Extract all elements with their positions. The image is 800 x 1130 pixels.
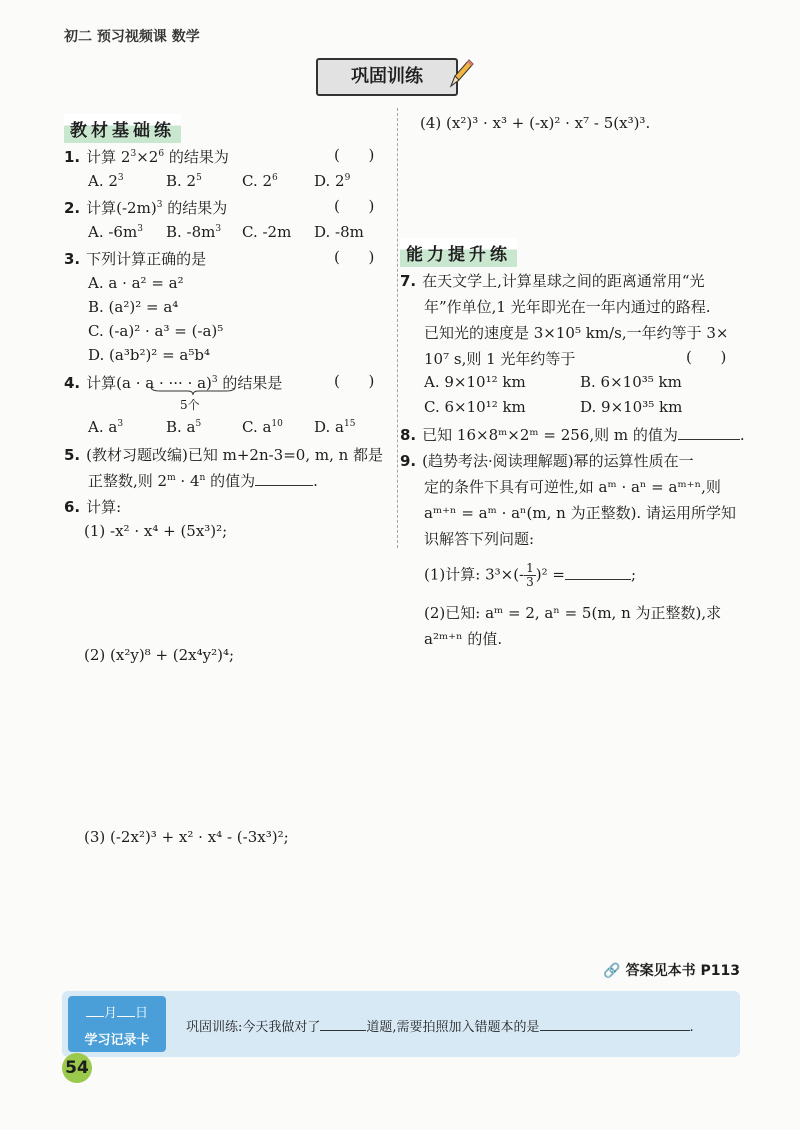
section-basic-label: 教材基础练	[64, 114, 181, 143]
page-header: 初二 预习视频课 数学	[64, 29, 200, 45]
question-7-line-2: 年”作单位,1 光年即光在一年内通过的路程.	[424, 298, 711, 316]
question-5: 5. (教材习题改编)已知 m+2n-3=0, m, n 都是	[64, 446, 384, 464]
question-1-options	[88, 172, 350, 190]
record-card-text: 巩固训练:今天我做对了 道题,需要拍照加入错题本的是 .	[186, 1016, 694, 1035]
question-7-line-3: 已知光的速度是 3×10⁵ km/s,一年约等于 3×	[424, 324, 729, 342]
question-7-option-a[interactable]: A. 9×10¹² km	[424, 373, 526, 391]
question-7-line-4: 10⁷ s,则 1 光年约等于	[424, 350, 576, 368]
question-8: 8. 已知 16×8ᵐ×2ᵐ = 256,则 m 的值为 .	[400, 426, 745, 444]
question-8-blank[interactable]	[678, 425, 740, 440]
underbrace	[150, 386, 236, 396]
question-7-answer-paren[interactable]: ( )	[686, 348, 727, 366]
question-2: 2. 计算$(-2m)^3$ 的结果为	[64, 199, 228, 217]
title-banner	[316, 58, 458, 96]
question-4: 4. 计算(a · a · ··· · a)$^3$ 的结果是	[64, 374, 283, 392]
question-9-line-4: 识解答下列问题:	[424, 530, 535, 548]
option-a[interactable]: A. $2^3$	[88, 172, 124, 190]
question-7-option-d[interactable]: D. 9×10³⁵ km	[580, 398, 683, 416]
question-9: 9. (趋势考法·阅读理解题)幂的运算性质在一	[400, 452, 694, 470]
page-number: 54	[62, 1053, 92, 1083]
section-advanced-label: 能力提升练	[400, 238, 517, 267]
question-7: 7. 在天文学上,计算星球之间的距离通常用“光	[400, 272, 705, 290]
question-3: 3. 下列计算正确的是	[64, 250, 207, 268]
option-d[interactable]: D. -8m	[314, 223, 364, 241]
option-b[interactable]: B. $2^5$	[166, 172, 202, 190]
pencil-icon	[445, 56, 475, 90]
page-title: 巩固训练	[351, 66, 423, 87]
question-6-part-3: (3) (-2x²)³ + x² · x⁴ - (-3x³)²;	[84, 828, 289, 846]
question-9-line-3: aᵐ⁺ⁿ = aᵐ · aⁿ(m, n 为正整数). 请运用所学知	[424, 504, 736, 522]
link-icon: 🔗	[603, 963, 621, 979]
question-9-part-2: (2)已知: aᵐ = 2, aⁿ = 5(m, n 为正整数),求	[424, 604, 722, 622]
question-6: 6. 计算:	[64, 498, 122, 516]
option-a[interactable]: A. $a^3$	[88, 418, 124, 436]
question-5-blank[interactable]	[255, 471, 313, 486]
answer-reference: 🔗 答案见本书 P113	[603, 963, 740, 979]
question-4-options	[88, 418, 355, 436]
option-a[interactable]: A. $-6m^3$	[88, 223, 143, 241]
record-card-label: 学习记录卡	[84, 1033, 150, 1048]
question-6-part-1: (1) -x² · x⁴ + (5x³)²;	[84, 522, 228, 540]
option-d[interactable]: D. $a^{15}$	[314, 418, 356, 436]
question-5-line-2: 正整数,则 $2^m \cdot 4^n$ 的值为 .	[88, 472, 318, 490]
question-9-blank[interactable]	[565, 565, 631, 580]
question-6-part-2: (2) (x²y)⁸ + (2x⁴y²)⁴;	[84, 646, 235, 664]
question-3-option-d[interactable]: D. (a³b²)² = a⁵b⁴	[88, 346, 210, 364]
option-b[interactable]: B. $a^5$	[166, 418, 202, 436]
question-3-answer-paren[interactable]: ( )	[334, 248, 375, 266]
question-1: 1. 计算 $2^3\times 2^6$ 的结果为	[64, 148, 229, 166]
question-7-option-b[interactable]: B. 6×10³⁵ km	[580, 373, 682, 391]
fraction-one-third: $\frac{1}{3}$	[526, 561, 534, 589]
question-7-option-c[interactable]: C. 6×10¹² km	[424, 398, 526, 416]
option-d[interactable]: D. $2^9$	[314, 172, 351, 190]
question-1-answer-paren[interactable]: ( )	[334, 146, 375, 164]
wrong-questions-blank[interactable]	[540, 1016, 690, 1031]
question-9-part-1: (1)计算: 3³×(- $\frac{1}{3}$ )² = ;	[424, 561, 637, 589]
question-4-answer-paren[interactable]: ( )	[334, 372, 375, 390]
question-9-part-2-line-2: a²ᵐ⁺ⁿ 的值.	[424, 630, 503, 648]
option-c[interactable]: C. $a^{10}$	[242, 418, 283, 436]
question-3-option-b[interactable]: B. (a²)² = a⁴	[88, 298, 179, 316]
option-c[interactable]: C. -2m	[242, 223, 292, 241]
record-card-tab: 月 日 学习记录卡	[68, 996, 166, 1052]
question-3-option-a[interactable]: A. a · a² = a²	[88, 274, 184, 292]
question-2-answer-paren[interactable]: ( )	[334, 197, 375, 215]
option-b[interactable]: B. $-8m^3$	[166, 223, 222, 241]
column-divider	[397, 108, 398, 548]
question-6-part-4: (4) (x²)³ · x³ + (-x)² · x⁷ - 5(x³)³.	[420, 114, 651, 132]
option-c[interactable]: C. $2^6$	[242, 172, 278, 190]
question-2-options	[88, 223, 364, 241]
question-3-option-c[interactable]: C. (-a)² · a³ = (-a)⁵	[88, 322, 224, 340]
underbrace-label: 5个	[180, 398, 200, 412]
correct-count-blank[interactable]	[320, 1016, 366, 1031]
question-9-line-2: 定的条件下具有可逆性,如 aᵐ · aⁿ = aᵐ⁺ⁿ,则	[424, 478, 721, 496]
